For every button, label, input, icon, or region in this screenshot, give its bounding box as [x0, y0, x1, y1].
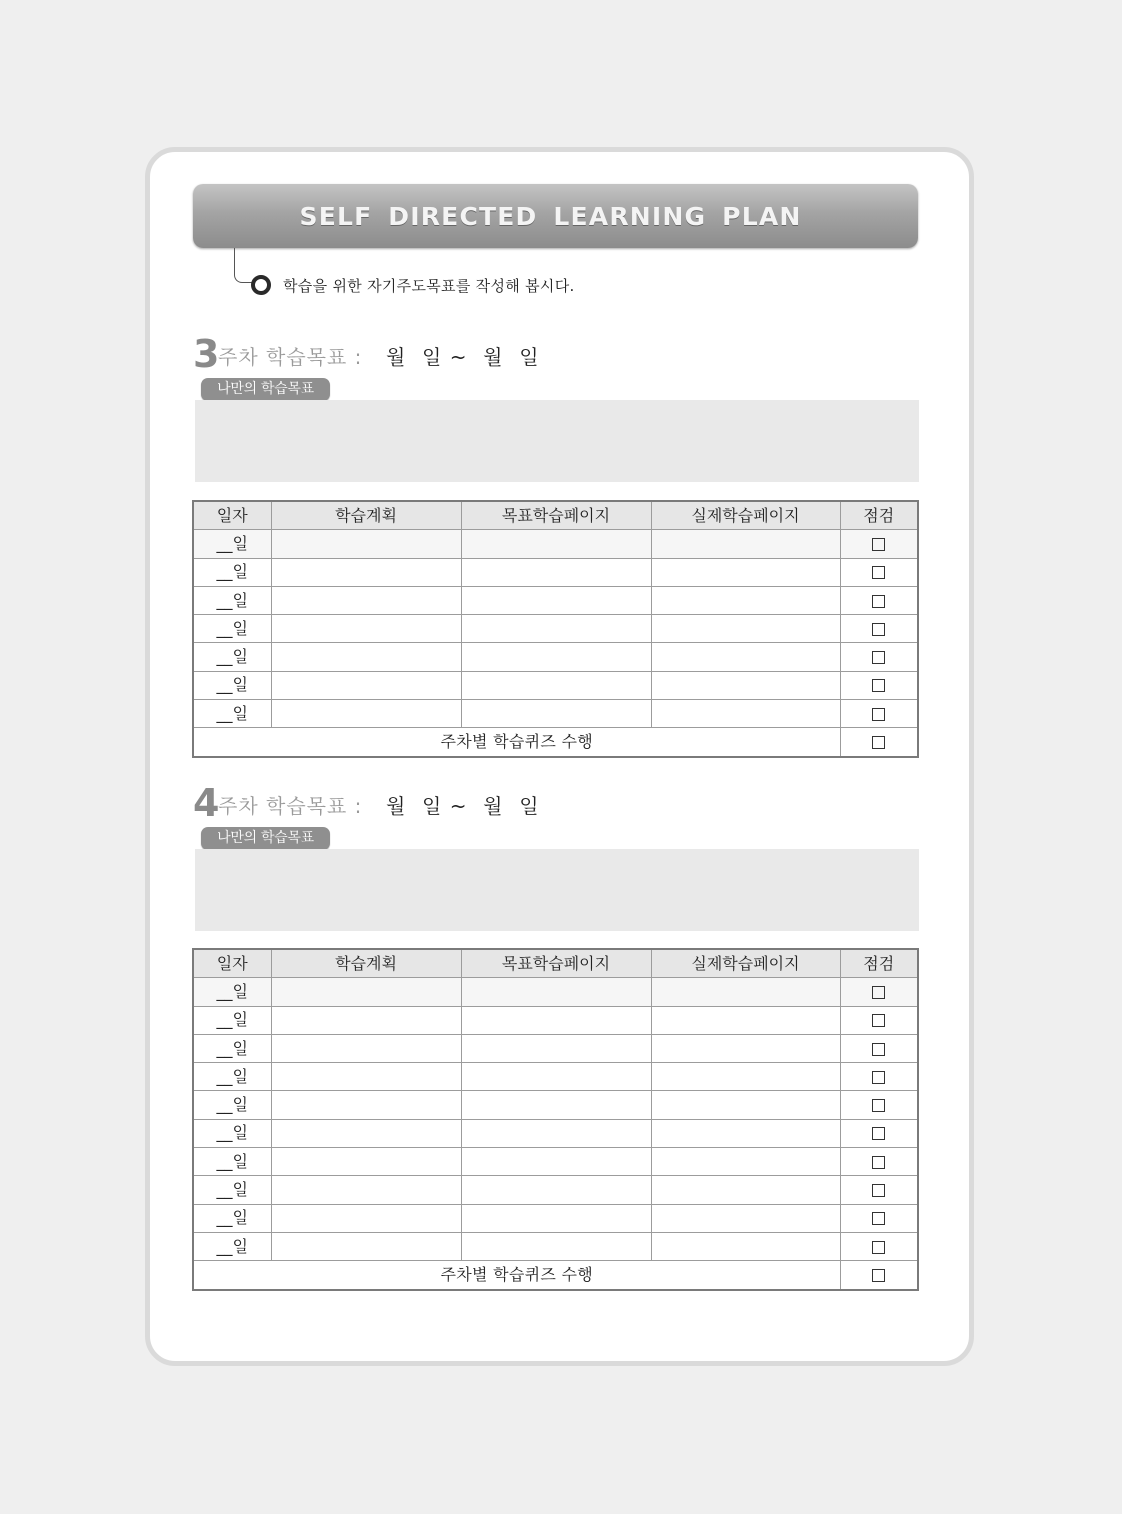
day-cell: __일 — [193, 1034, 271, 1062]
checkbox[interactable] — [872, 1241, 885, 1254]
plan-cell[interactable] — [271, 1034, 461, 1062]
actual-page-cell[interactable] — [651, 1232, 840, 1260]
target-page-cell[interactable] — [461, 586, 651, 614]
actual-page-cell[interactable] — [651, 1204, 840, 1232]
day-cell: __일 — [193, 530, 271, 558]
table-row — [193, 530, 918, 558]
check-cell — [840, 558, 918, 586]
table-row — [193, 586, 918, 614]
quiz-row — [193, 1261, 918, 1290]
day-cell: __일 — [193, 586, 271, 614]
plan-cell[interactable] — [271, 1176, 461, 1204]
check-cell — [840, 586, 918, 614]
table-row — [193, 978, 918, 1006]
header-plan: 학습계획 — [271, 949, 461, 978]
target-page-cell[interactable] — [461, 671, 651, 699]
header-target-page: 목표학습페이지 — [461, 949, 651, 978]
checkbox[interactable] — [872, 1184, 885, 1197]
table-row — [193, 1232, 918, 1260]
check-cell — [840, 1034, 918, 1062]
check-cell — [840, 1232, 918, 1260]
check-cell — [840, 643, 918, 671]
week-dates: 월 일 ~ 월 일 — [386, 345, 539, 369]
actual-page-cell[interactable] — [651, 1063, 840, 1091]
actual-page-cell[interactable] — [651, 1091, 840, 1119]
day-cell: __일 — [193, 978, 271, 1006]
plan-cell[interactable] — [271, 1091, 461, 1119]
target-page-cell[interactable] — [461, 643, 651, 671]
weekly-quiz-label: 주차별 학습퀴즈 수행 — [193, 728, 840, 757]
my-goal-tag: 나만의 학습목표 — [201, 378, 330, 401]
table-row — [193, 1063, 918, 1091]
plan-cell[interactable] — [271, 1232, 461, 1260]
my-goal-tag: 나만의 학습목표 — [201, 827, 330, 850]
plan-cell[interactable] — [271, 1148, 461, 1176]
target-page-cell[interactable] — [461, 1204, 651, 1232]
day-cell: __일 — [193, 1176, 271, 1204]
quiz-checkbox[interactable] — [872, 736, 885, 749]
checkbox[interactable] — [872, 1212, 885, 1225]
plan-cell[interactable] — [271, 586, 461, 614]
check-cell — [840, 1261, 918, 1290]
actual-page-cell[interactable] — [651, 586, 840, 614]
target-page-cell[interactable] — [461, 1063, 651, 1091]
day-cell: __일 — [193, 671, 271, 699]
header-check: 점검 — [840, 501, 918, 530]
day-cell: __일 — [193, 1091, 271, 1119]
day-cell: __일 — [193, 615, 271, 643]
check-cell — [840, 728, 918, 757]
check-cell — [840, 700, 918, 728]
checkbox[interactable] — [872, 986, 885, 999]
table-row — [193, 558, 918, 586]
goal-input-area[interactable] — [195, 849, 919, 931]
actual-page-cell[interactable] — [651, 558, 840, 586]
goal-input-area[interactable] — [195, 400, 919, 482]
checkbox[interactable] — [872, 1071, 885, 1084]
target-page-cell[interactable] — [461, 1091, 651, 1119]
table-row — [193, 671, 918, 699]
target-page-cell[interactable] — [461, 530, 651, 558]
checkbox[interactable] — [872, 538, 885, 551]
actual-page-cell[interactable] — [651, 978, 840, 1006]
plan-cell[interactable] — [271, 978, 461, 1006]
table-row — [193, 1034, 918, 1062]
table-row — [193, 1148, 918, 1176]
day-cell: __일 — [193, 1232, 271, 1260]
target-page-cell[interactable] — [461, 1148, 651, 1176]
target-page-cell[interactable] — [461, 1176, 651, 1204]
day-cell: __일 — [193, 643, 271, 671]
target-page-cell[interactable] — [461, 700, 651, 728]
day-cell: __일 — [193, 558, 271, 586]
day-cell: __일 — [193, 1063, 271, 1091]
checkbox[interactable] — [872, 1043, 885, 1056]
table-row — [193, 1176, 918, 1204]
checkbox[interactable] — [872, 595, 885, 608]
checkbox[interactable] — [872, 651, 885, 664]
plan-cell[interactable] — [271, 1006, 461, 1034]
check-cell — [840, 530, 918, 558]
check-cell — [840, 1148, 918, 1176]
week-number: 3 — [193, 332, 220, 376]
page-title: SELF DIRECTED LEARNING PLAN — [299, 201, 802, 231]
target-page-cell[interactable] — [461, 1232, 651, 1260]
week-label: 주차 학습목표 : — [218, 794, 363, 818]
table-row — [193, 1204, 918, 1232]
checkbox[interactable] — [872, 679, 885, 692]
plan-cell[interactable] — [271, 1204, 461, 1232]
target-page-cell[interactable] — [461, 558, 651, 586]
check-cell — [840, 978, 918, 1006]
instruction-text: 학습을 위한 자기주도목표를 작성해 봅시다. — [283, 277, 575, 295]
plan-cell[interactable] — [271, 615, 461, 643]
week-dates: 월 일 ~ 월 일 — [386, 794, 539, 818]
target-page-cell[interactable] — [461, 978, 651, 1006]
checkbox[interactable] — [872, 708, 885, 721]
plan-cell[interactable] — [271, 700, 461, 728]
week-3-plan-table — [192, 500, 919, 758]
header-plan: 학습계획 — [271, 501, 461, 530]
table-row — [193, 615, 918, 643]
circle-bullet-icon — [251, 275, 271, 295]
plan-cell[interactable] — [271, 530, 461, 558]
week-4-plan-table — [192, 948, 919, 1291]
check-cell — [840, 1176, 918, 1204]
check-cell — [840, 1119, 918, 1147]
target-page-cell[interactable] — [461, 1006, 651, 1034]
check-cell — [840, 1063, 918, 1091]
actual-page-cell[interactable] — [651, 1006, 840, 1034]
table-header-row — [193, 501, 918, 530]
header-check: 점검 — [840, 949, 918, 978]
actual-page-cell[interactable] — [651, 615, 840, 643]
quiz-checkbox[interactable] — [872, 1269, 885, 1282]
header-date: 일자 — [193, 949, 271, 978]
actual-page-cell[interactable] — [651, 1119, 840, 1147]
check-cell — [840, 1091, 918, 1119]
checkbox[interactable] — [872, 566, 885, 579]
check-cell — [840, 671, 918, 699]
header-target-page: 목표학습페이지 — [461, 501, 651, 530]
check-cell — [840, 1204, 918, 1232]
target-page-cell[interactable] — [461, 615, 651, 643]
check-cell — [840, 1006, 918, 1034]
day-cell: __일 — [193, 1148, 271, 1176]
target-page-cell[interactable] — [461, 1034, 651, 1062]
actual-page-cell[interactable] — [651, 700, 840, 728]
checkbox[interactable] — [872, 623, 885, 636]
table-row — [193, 1006, 918, 1034]
day-cell: __일 — [193, 1006, 271, 1034]
table-row — [193, 700, 918, 728]
target-page-cell[interactable] — [461, 1119, 651, 1147]
checkbox[interactable] — [872, 1156, 885, 1169]
day-cell: __일 — [193, 700, 271, 728]
weekly-quiz-label: 주차별 학습퀴즈 수행 — [193, 1261, 840, 1290]
checkbox[interactable] — [872, 1127, 885, 1140]
table-row — [193, 1091, 918, 1119]
check-cell — [840, 615, 918, 643]
table-row — [193, 643, 918, 671]
plan-cell[interactable] — [271, 671, 461, 699]
plan-cell[interactable] — [271, 1063, 461, 1091]
week-label: 주차 학습목표 : — [218, 345, 363, 369]
header-actual-page: 실제학습페이지 — [651, 949, 840, 978]
actual-page-cell[interactable] — [651, 1148, 840, 1176]
day-cell: __일 — [193, 1204, 271, 1232]
actual-page-cell[interactable] — [651, 530, 840, 558]
actual-page-cell[interactable] — [651, 671, 840, 699]
plan-cell[interactable] — [271, 643, 461, 671]
table-header-row — [193, 949, 918, 978]
quiz-row — [193, 728, 918, 757]
header-actual-page: 실제학습페이지 — [651, 501, 840, 530]
header-date: 일자 — [193, 501, 271, 530]
checkbox[interactable] — [872, 1099, 885, 1112]
table-row — [193, 1119, 918, 1147]
actual-page-cell[interactable] — [651, 643, 840, 671]
plan-cell[interactable] — [271, 558, 461, 586]
week-number: 4 — [193, 781, 220, 825]
actual-page-cell[interactable] — [651, 1176, 840, 1204]
actual-page-cell[interactable] — [651, 1034, 840, 1062]
checkbox[interactable] — [872, 1014, 885, 1027]
plan-banner — [193, 184, 918, 248]
day-cell: __일 — [193, 1119, 271, 1147]
plan-cell[interactable] — [271, 1119, 461, 1147]
